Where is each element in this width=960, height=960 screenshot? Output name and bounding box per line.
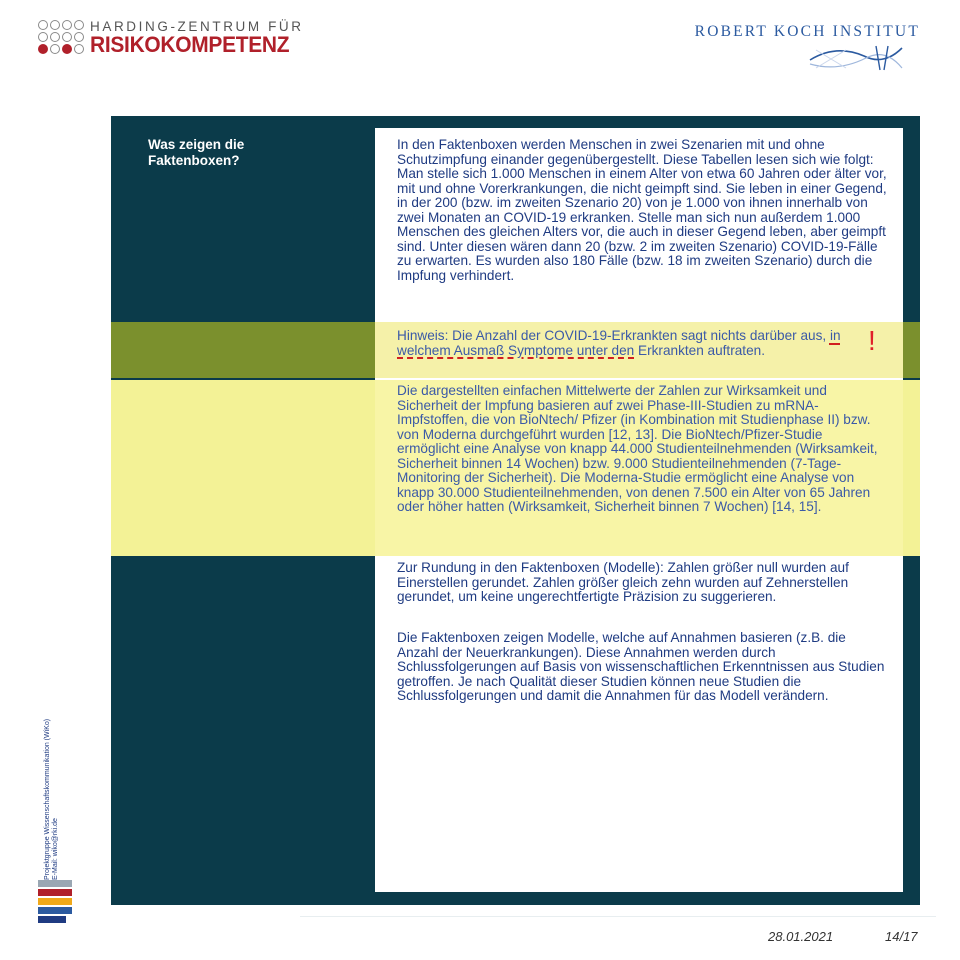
- note-text-start: Hinweis: Die Anzahl der COVID-19-Erkrankten sagt nichts darüber aus,: [397, 328, 830, 343]
- harding-logo-subtitle: HARDING-ZENTRUM FÜR: [90, 19, 304, 34]
- sidebar-credit-email: E-Mail: wiko@rki.de: [52, 818, 59, 880]
- footer-date: 28.01.2021: [768, 929, 834, 944]
- rki-logo-mark-icon: [806, 42, 906, 72]
- note-text-end: Erkrankten auftraten.: [634, 342, 765, 358]
- sidebar-credits: [44, 720, 60, 880]
- sidebar-credit-line1: Projektgruppe Wissenschaftskommunikation (WiKo): [44, 718, 51, 880]
- intro-paragraph: In den Faktenboxen werden Menschen in zwei Szenarien mit und ohne Schutzimpfung einander gegenübergestellt. Diese Tabellen lesen sich wie folgt: Man stelle sich 1.000 Menschen in einem Alter von etwa 60 Jahren oder älter vor, mit und ohne Vorerkrankungen, die nicht geimpft sind. Sie leben in einer Gegend, in der 200 (bzw. im zweiten Szenario 20) von je 1.000 von ihnen innerhalb von zwei Monaten an COVID-19 erkranken. Stelle man sich nun außerdem 1.000 Menschen des gleichen Alters vor, die auch in dieser Gegend leben, aber geimpft sind. Unter diesen wären dann 20 (bzw. 2 im zweiten Szenario) COVID-19-Fälle zu erwarten. Es wurden also 180 Fälle (bzw. 18 im zweiten Szenario) durch die Impfung verhindert.: [397, 137, 887, 283]
- slide-title: Was zeigen die Faktenboxen?: [148, 137, 245, 168]
- harding-zentrum-logo: [38, 18, 308, 60]
- rki-logo-text: ROBERT KOCH INSTITUT: [694, 23, 920, 40]
- method-paragraph: Die dargestellten einfachen Mittelwerte der Zahlen zur Wirksamkeit und Sicherheit der Impfung basieren auf zwei Phase-III-Studien zu mRNA-Impfstoffen, die von BioNtech/ Pfizer (in Kombination mit Studienphase II) bzw. von Moderna durchgeführt wurden [12, 13]. Die BioNtech/Pfizer-Studie ermöglicht eine Analyse von knapp 44.000 Studienteilnehmenden (Wirksamkeit, Sicherheit binnen 14 Wochen) bzw. 9.000 Studienteilnehmenden (7-Tage-Monitoring der Sicherheit). Die Moderna-Studie ermöglicht eine Analyse von knapp 30.000 Studienteilnehmenden, von denen 7.500 ein Alter von 65 Jahren oder höher hatten (Wirksamkeit, Sicherheit binnen 7 Wochen) [14, 15].: [397, 383, 878, 514]
- logo-dots-icon: [38, 20, 84, 54]
- color-stack-icon: [38, 880, 74, 926]
- note-paragraph: [397, 329, 887, 358]
- note-underlined-text: in welchem Ausmaß Symptome unter den: [397, 328, 841, 358]
- page-number: 14/17: [885, 929, 918, 944]
- harding-logo-title: RISIKOKOMPETENZ: [90, 32, 290, 57]
- footer-divider: [300, 916, 936, 917]
- models-paragraph: Die Faktenboxen zeigen Modelle, welche auf Annahmen basieren (z.B. die Anzahl der Neuerkrankungen). Diese Annahmen werden durch Schlussfolgerungen auf Basis von wissenschaftlichen Erkenntnissen aus Studien getroffen. Je nach Qualität dieser Studien können neue Studien die Schlussfolgerungen und damit die Annahmen für das Modell verändern.: [397, 630, 885, 703]
- rounding-paragraph: Zur Rundung in den Faktenboxen (Modelle): Zahlen größer null wurden auf Einerstellen gerundet. Zahlen größer gleich zehn wurden auf Zehnerstellen gerundet, um keine ungerechtfertigte Präzision zu suggerieren.: [397, 560, 849, 604]
- exclamation-mark: !: [868, 325, 876, 356]
